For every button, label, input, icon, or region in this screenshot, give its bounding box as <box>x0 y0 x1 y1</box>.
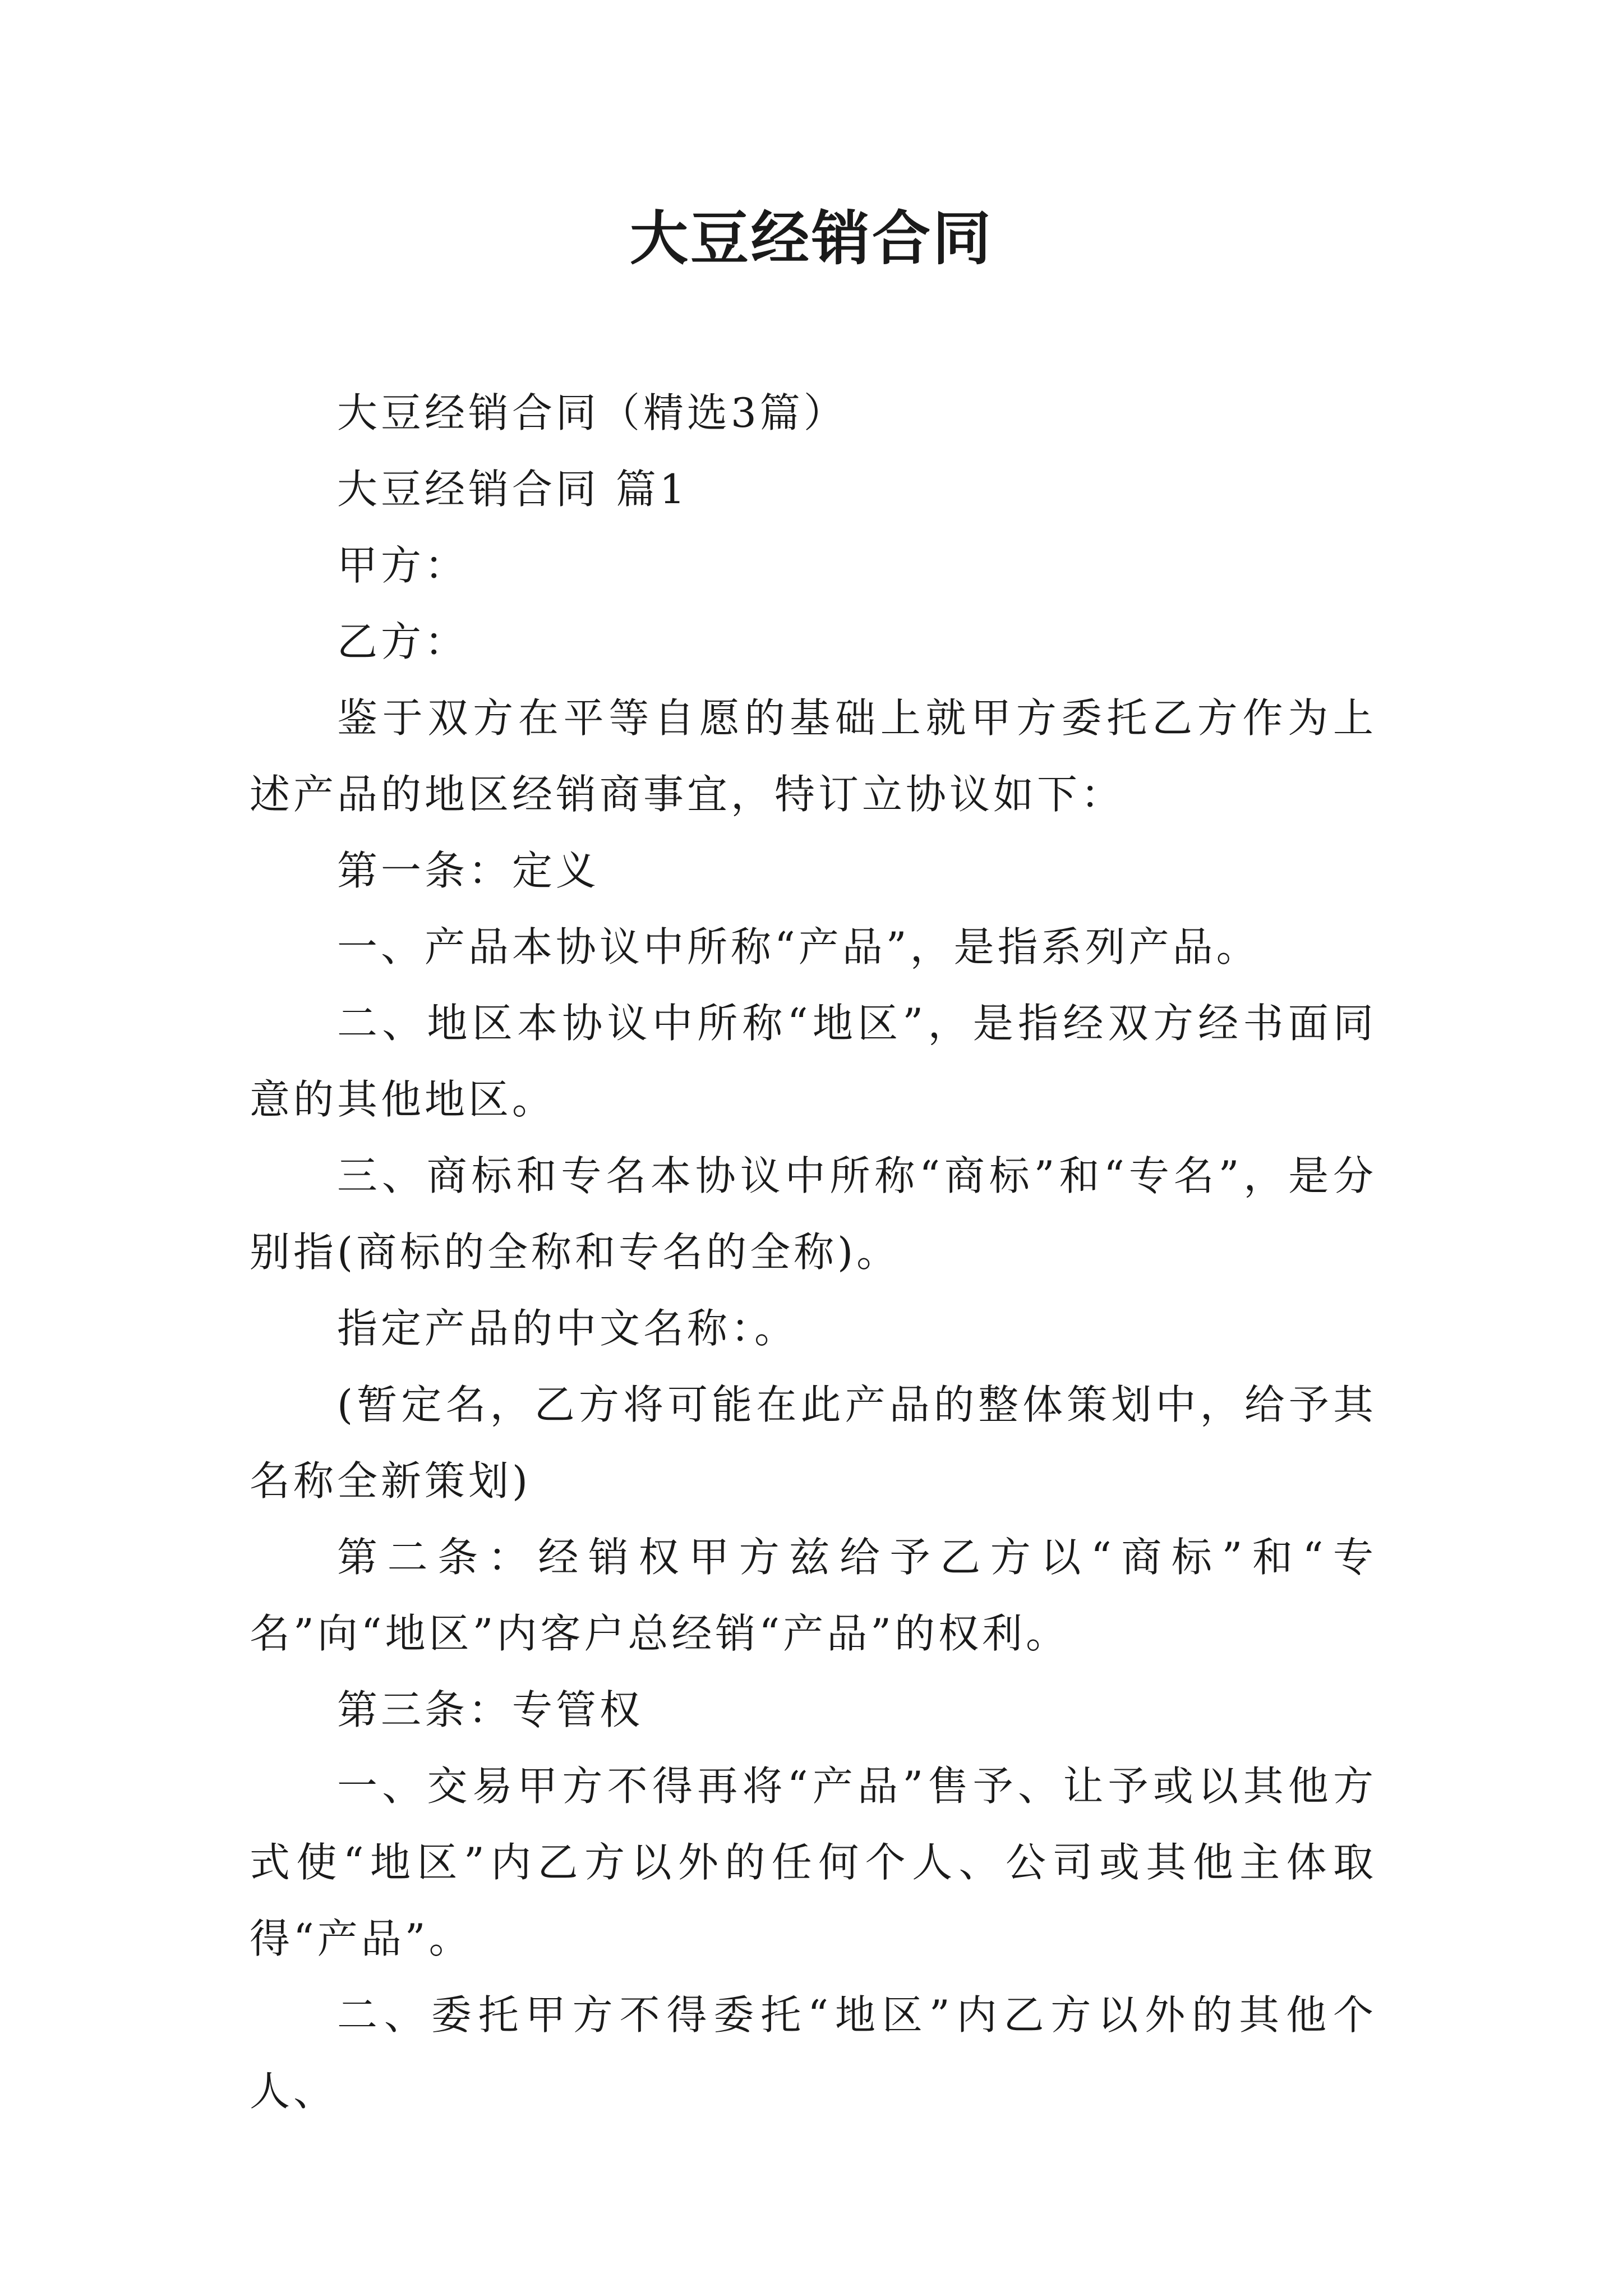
paragraph-article-1: 第一条：定义 <box>337 847 600 894</box>
paragraph-provisional-name: (暂定名，乙方将可能在此产品的整体策划中，给予其名称全新策划) <box>250 1381 1377 1504</box>
paragraph-definition-product: 一、产品本协议中所称“产品”，是指系列产品。 <box>337 923 1260 970</box>
paragraph-party-a: 甲方： <box>337 542 469 589</box>
paragraph-section-title: 大豆经销合同 篇1 <box>337 466 689 513</box>
paragraph-entrustment: 二、委托甲方不得委托“地区”内乙方以外的其他个人、 <box>250 1991 1377 2115</box>
paragraph-article-2: 第二条：经销权甲方兹给予乙方以“商标”和“专名”向“地区”内客户总经销“产品”的权利。 <box>250 1534 1377 1657</box>
paragraph-definition-region: 二、地区本协议中所称“地区”，是指经双方经书面同意的其他地区。 <box>250 1000 1377 1123</box>
paragraph-transaction: 一、交易甲方不得再将“产品”售予、让予或以其他方式使“地区”内乙方以外的任何个人、公司或其他主体取得“产品”。 <box>250 1763 1377 1962</box>
paragraph-definition-trademark: 三、商标和专名本协议中所称“商标”和“专名”，是分别指(商标的全称和专名的全称)。 <box>250 1152 1377 1276</box>
paragraph-article-3: 第三条：专管权 <box>337 1686 644 1733</box>
document-body <box>250 375 1377 2129</box>
paragraph-heading: 大豆经销合同（精选3篇） <box>337 389 847 436</box>
paragraph-product-name: 指定产品的中文名称：。 <box>337 1305 799 1352</box>
paragraph-party-b: 乙方： <box>337 618 469 665</box>
paragraph-preamble: 鉴于双方在平等自愿的基础上就甲方委托乙方作为上述产品的地区经销商事宜，特订立协议如下： <box>250 694 1377 818</box>
document-title: 大豆经销合同 <box>629 204 993 273</box>
